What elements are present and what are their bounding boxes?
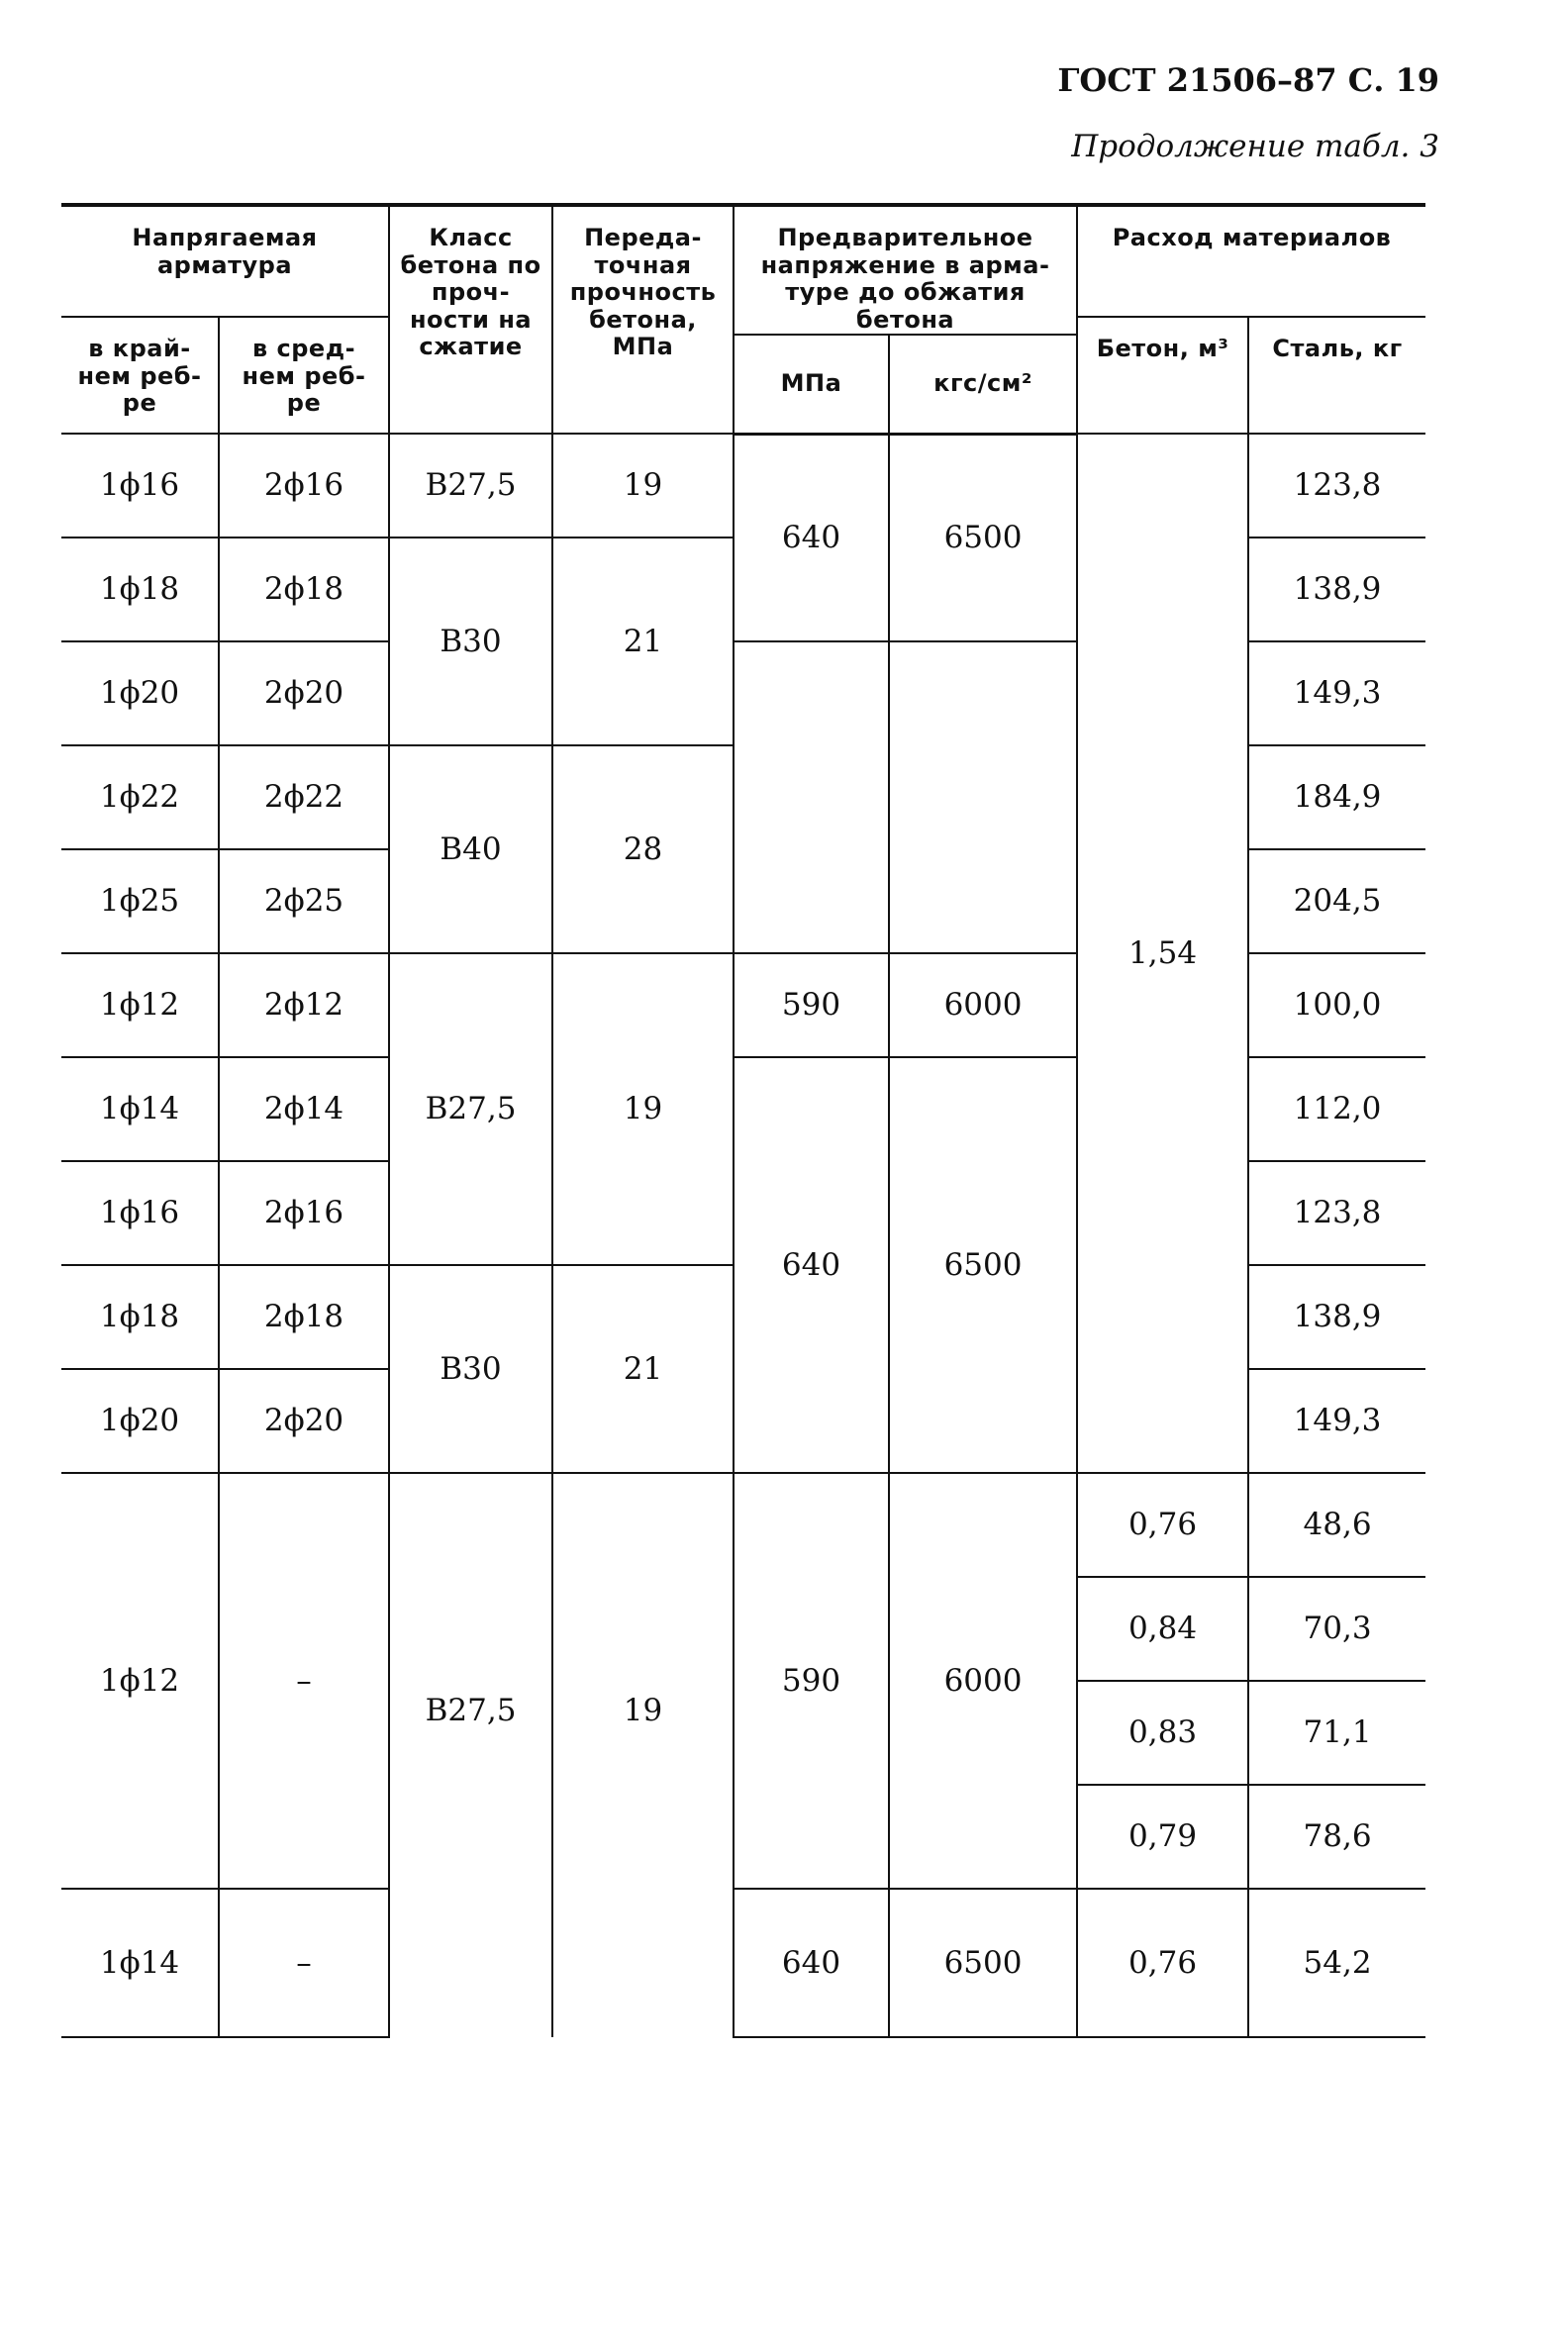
table-cell: 149,3 [1248,1369,1425,1473]
table-cell: 0,79 [1077,1785,1248,1889]
table-cell: 1,54 [1077,434,1248,1473]
table-cell: 6500 [889,1889,1077,2037]
table-cell: 1ϕ22 [61,745,219,849]
table-continuation-caption: Продолжение табл. 3 [1071,129,1439,164]
table-cell: 2ϕ12 [219,953,389,1057]
table-cell: 204,5 [1248,849,1425,953]
header-material-consumption: Расход материалов [1077,205,1425,317]
table-cell: 6500 [889,1057,1077,1473]
table-cell: 184,9 [1248,745,1425,849]
table-cell: 2ϕ25 [219,849,389,953]
table-cell: 149,3 [1248,641,1425,745]
table-cell: 1ϕ12 [61,1473,219,1889]
table-cell: 123,8 [1248,1161,1425,1265]
table-cell: 71,1 [1248,1681,1425,1785]
table-cell: 138,9 [1248,538,1425,641]
table-cell: 2ϕ16 [219,1161,389,1265]
table-cell: 48,6 [1248,1473,1425,1577]
table-cell: 1ϕ18 [61,538,219,641]
table-cell: 1ϕ18 [61,1265,219,1369]
table-cell: 123,8 [1248,434,1425,538]
table-cell: 78,6 [1248,1785,1425,1889]
table-cell: 0,84 [1077,1577,1248,1681]
table-cell: 0,83 [1077,1681,1248,1785]
table-cell: В27,5 [389,1473,552,2037]
table-cell: 0,76 [1077,1889,1248,2037]
table-cell: 1ϕ20 [61,641,219,745]
header-middle-rib: в сред- нем реб- ре [219,317,389,434]
header-unit-kgf: кгс/см² [889,335,1077,434]
header-reinforcement: Напрягаемая арматура [61,205,389,317]
table-cell: 19 [552,1473,734,2037]
table-cell: 112,0 [1248,1057,1425,1161]
table-cell: 2ϕ18 [219,1265,389,1369]
header-concrete-class: Класс бетона по проч- ности на сжатие [389,205,552,434]
table-cell: В40 [389,745,552,953]
table-cell: 28 [552,745,734,953]
table-cell: 19 [552,434,734,538]
table-cell: 54,2 [1248,1889,1425,2037]
header-unit-mpa: МПа [734,335,889,434]
table-cell [734,641,889,953]
table-cell: 640 [734,1889,889,2037]
table-cell: 2ϕ18 [219,538,389,641]
document-header: ГОСТ 21506–87 С. 19 [1057,61,1439,99]
table-cell: 70,3 [1248,1577,1425,1681]
table-cell: 590 [734,1473,889,1889]
table-cell [889,641,1077,953]
table-cell: 100,0 [1248,953,1425,1057]
header-concrete-volume: Бетон, м³ [1077,317,1248,434]
header-steel-mass: Сталь, кг [1248,317,1425,434]
table-cell: 6000 [889,1473,1077,1889]
table-cell: – [219,1473,389,1889]
table-cell: 138,9 [1248,1265,1425,1369]
table-cell: 1ϕ20 [61,1369,219,1473]
table-cell: 1ϕ14 [61,1057,219,1161]
table-cell: 6500 [889,434,1077,641]
table-cell: 1ϕ16 [61,434,219,538]
table-cell: 2ϕ22 [219,745,389,849]
table-cell: 6000 [889,953,1077,1057]
table-cell: 1ϕ25 [61,849,219,953]
header-transfer-strength: Переда- точная прочность бетона, МПа [552,205,734,434]
table-cell: В30 [389,1265,552,1473]
table-cell: 640 [734,1057,889,1473]
table-cell: В30 [389,538,552,745]
header-prestress: Предварительное напряжение в арма- туре до обжатия бетона [734,205,1077,335]
table-cell: 19 [552,953,734,1265]
table-cell: 21 [552,538,734,745]
header-edge-rib: в край- нем реб- ре [61,317,219,434]
table-cell: – [219,1889,389,2037]
table-cell: В27,5 [389,434,552,538]
table-cell: 0,76 [1077,1473,1248,1577]
table-cell: 640 [734,434,889,641]
table-cell: 2ϕ16 [219,434,389,538]
table-cell: 590 [734,953,889,1057]
table-cell: В27,5 [389,953,552,1265]
table-cell: 2ϕ20 [219,1369,389,1473]
table-cell: 21 [552,1265,734,1473]
table-cell: 1ϕ14 [61,1889,219,2037]
table-cell: 2ϕ14 [219,1057,389,1161]
table-cell: 1ϕ12 [61,953,219,1057]
table-cell: 2ϕ20 [219,641,389,745]
reinforcement-table [61,203,1425,2038]
table-cell: 1ϕ16 [61,1161,219,1265]
